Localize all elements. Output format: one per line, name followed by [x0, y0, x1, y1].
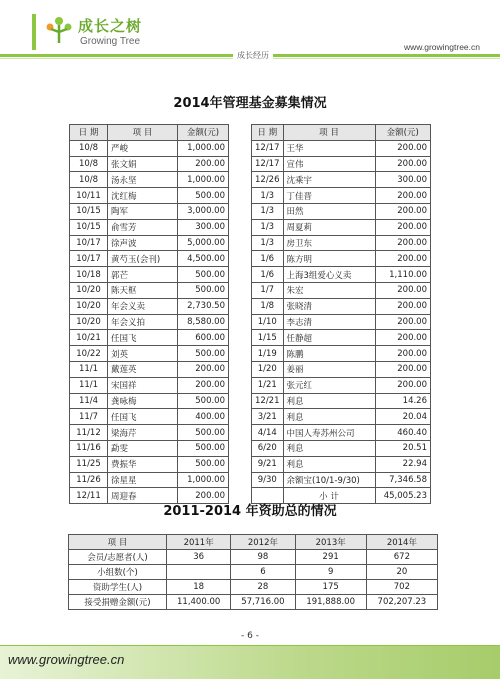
date-cell: 11/12: [70, 425, 108, 441]
amount-cell: 20.51: [375, 440, 431, 456]
amount-cell: 200.00: [375, 251, 431, 267]
table-row: [252, 346, 431, 362]
date-cell: 11/26: [70, 472, 108, 488]
item-cell: 任国飞: [108, 330, 178, 346]
table-row: [252, 425, 431, 441]
table-header-row: [69, 535, 438, 550]
value-2011-cell: [167, 565, 231, 580]
item-cell: 费振华: [108, 456, 178, 472]
column-header-amount: 金额(元): [178, 125, 229, 141]
date-cell: 10/15: [70, 219, 108, 235]
value-2012-cell: 28: [231, 580, 295, 595]
amount-cell: 5,000.00: [178, 235, 229, 251]
amount-cell: 500.00: [178, 282, 229, 298]
item-cell: 利息: [283, 393, 375, 409]
column-header-date: 日 期: [70, 125, 108, 141]
table-row: [69, 595, 438, 610]
item-cell: 陈方明: [283, 251, 375, 267]
amount-cell: 300.00: [178, 219, 229, 235]
item-cell: 龚咏梅: [108, 393, 178, 409]
item-cell: 小组数(个): [69, 565, 167, 580]
table-row: [252, 251, 431, 267]
item-cell: 年会义拍: [108, 314, 178, 330]
value-2012-cell: 6: [231, 565, 295, 580]
amount-cell: 2,730.50: [178, 298, 229, 314]
item-cell: 年会义卖: [108, 298, 178, 314]
item-cell: 田然: [283, 203, 375, 219]
table-row: [252, 377, 431, 393]
item-cell: 丁佳晋: [283, 188, 375, 204]
amount-cell: 200.00: [375, 156, 431, 172]
column-header-item: 项 目: [108, 125, 178, 141]
value-2013-cell: 175: [295, 580, 366, 595]
amount-cell: 200.00: [375, 361, 431, 377]
date-cell: 10/8: [70, 172, 108, 188]
date-cell: 10/8: [70, 140, 108, 156]
value-2011-cell: 36: [167, 550, 231, 565]
table-row: [252, 361, 431, 377]
table-row: [252, 472, 431, 488]
date-cell: 1/3: [252, 188, 284, 204]
amount-cell: 300.00: [375, 172, 431, 188]
table-header-row: [252, 125, 431, 141]
item-cell: 沈红梅: [108, 188, 178, 204]
table-row: [70, 409, 229, 425]
amount-cell: 500.00: [178, 425, 229, 441]
growing-tree-logo-icon: [44, 16, 74, 44]
header-website: www.growingtree.cn: [403, 42, 480, 52]
table-row: [252, 188, 431, 204]
column-header-item: 项 目: [69, 535, 167, 550]
value-2013-cell: 9: [295, 565, 366, 580]
amount-cell: 500.00: [178, 393, 229, 409]
date-cell: 12/11: [70, 488, 108, 504]
page-number: - 6 -: [241, 631, 259, 641]
date-cell: 11/25: [70, 456, 108, 472]
date-cell: 12/17: [252, 156, 284, 172]
item-cell: 黄芍玉(会刊): [108, 251, 178, 267]
amount-cell: 500.00: [178, 456, 229, 472]
table-header-row: [70, 125, 229, 141]
item-cell: 汤永坚: [108, 172, 178, 188]
date-cell: 12/26: [252, 172, 284, 188]
amount-cell: 500.00: [178, 346, 229, 362]
table-row: [70, 267, 229, 283]
date-cell: 12/21: [252, 393, 284, 409]
table-row: [70, 156, 229, 172]
amount-cell: 200.00: [178, 488, 229, 504]
item-cell: 徐星星: [108, 472, 178, 488]
item-cell: 沈乘宇: [283, 172, 375, 188]
table-row: [70, 251, 229, 267]
section-label: 成长经历: [233, 50, 273, 61]
column-header-2011: 2011年: [167, 535, 231, 550]
value-2011-cell: 18: [167, 580, 231, 595]
table-row: [252, 314, 431, 330]
table-row: [70, 314, 229, 330]
column-header-item: 项 目: [283, 125, 375, 141]
item-cell: 余额宝(10/1-9/30): [283, 472, 375, 488]
amount-cell: 200.00: [375, 298, 431, 314]
date-cell: 10/20: [70, 314, 108, 330]
item-cell: 张晓清: [283, 298, 375, 314]
date-cell: 10/20: [70, 282, 108, 298]
item-cell: 勐雯: [108, 440, 178, 456]
column-header-2012: 2012年: [231, 535, 295, 550]
table-row: [252, 172, 431, 188]
table-row: [70, 235, 229, 251]
table-row: [70, 298, 229, 314]
amount-cell: 22.94: [375, 456, 431, 472]
table-row: [69, 550, 438, 565]
amount-cell: 200.00: [375, 346, 431, 362]
table-row: [70, 219, 229, 235]
item-cell: 中国人寿苏州公司: [283, 425, 375, 441]
amount-cell: 200.00: [375, 140, 431, 156]
subtotal-value: 45,005.23: [375, 488, 431, 504]
item-cell: 张元红: [283, 377, 375, 393]
amount-cell: 500.00: [178, 267, 229, 283]
amount-cell: 400.00: [178, 409, 229, 425]
date-cell: 12/17: [252, 140, 284, 156]
table-row: [70, 456, 229, 472]
item-cell: 张文娟: [108, 156, 178, 172]
date-cell: 11/16: [70, 440, 108, 456]
item-cell: 利息: [283, 440, 375, 456]
date-cell: 4/14: [252, 425, 284, 441]
table-row: [252, 393, 431, 409]
table-row: [252, 409, 431, 425]
date-cell: 10/15: [70, 203, 108, 219]
header-accent-bar: [32, 14, 36, 50]
amount-cell: 500.00: [178, 188, 229, 204]
item-cell: 徐声波: [108, 235, 178, 251]
fund-table-right: [251, 124, 431, 504]
date-cell: 10/11: [70, 188, 108, 204]
table-row: [70, 203, 229, 219]
amount-cell: 200.00: [375, 219, 431, 235]
date-cell: 9/30: [252, 472, 284, 488]
item-cell: 周迎春: [108, 488, 178, 504]
amount-cell: 3,000.00: [178, 203, 229, 219]
date-cell: 1/6: [252, 251, 284, 267]
item-cell: 上海3组爱心义卖: [283, 267, 375, 283]
item-cell: 资助学生(人): [69, 580, 167, 595]
subtotal-label: 小 计: [283, 488, 375, 504]
date-cell: 1/15: [252, 330, 284, 346]
date-cell: 1/7: [252, 282, 284, 298]
summary-table: [68, 534, 438, 610]
item-cell: 利息: [283, 456, 375, 472]
table-row: [252, 203, 431, 219]
table-row: [70, 377, 229, 393]
table-row: [252, 456, 431, 472]
amount-cell: 7,346.58: [375, 472, 431, 488]
table-row: [70, 188, 229, 204]
item-cell: 任静超: [283, 330, 375, 346]
column-header-date: 日 期: [252, 125, 284, 141]
amount-cell: 600.00: [178, 330, 229, 346]
table-row: [252, 298, 431, 314]
table-row: [69, 580, 438, 595]
item-cell: 李志清: [283, 314, 375, 330]
value-2012-cell: 98: [231, 550, 295, 565]
fund-table-left: [69, 124, 229, 504]
item-cell: 房卫东: [283, 235, 375, 251]
date-cell: 11/1: [70, 377, 108, 393]
date-cell: 1/21: [252, 377, 284, 393]
date-cell: 1/6: [252, 267, 284, 283]
amount-cell: 200.00: [375, 377, 431, 393]
amount-cell: 200.00: [375, 235, 431, 251]
item-cell: 朱宏: [283, 282, 375, 298]
item-cell: 梁海芹: [108, 425, 178, 441]
table-row: [70, 393, 229, 409]
amount-cell: 200.00: [375, 282, 431, 298]
amount-cell: 200.00: [375, 203, 431, 219]
table-row: [252, 156, 431, 172]
table-row: [70, 440, 229, 456]
amount-cell: 1,000.00: [178, 140, 229, 156]
value-2014-cell: 20: [366, 565, 437, 580]
table-row: [252, 267, 431, 283]
logo-chinese-name: 成长之树: [78, 17, 143, 35]
amount-cell: 200.00: [375, 188, 431, 204]
item-cell: 任国飞: [108, 409, 178, 425]
item-cell: 陈鹏: [283, 346, 375, 362]
page-header: [0, 0, 500, 58]
item-cell: 周夏莉: [283, 219, 375, 235]
item-cell: 利息: [283, 409, 375, 425]
amount-cell: 8,580.00: [178, 314, 229, 330]
summary-title: 2011-2014 年资助总的情况: [163, 504, 337, 519]
fund-title: 2014年管理基金募集情况: [173, 96, 327, 111]
table-row: [70, 361, 229, 377]
value-2012-cell: 57,716.00: [231, 595, 295, 610]
date-cell: 11/7: [70, 409, 108, 425]
date-cell: 10/17: [70, 235, 108, 251]
amount-cell: 4,500.00: [178, 251, 229, 267]
item-cell: 刘英: [108, 346, 178, 362]
date-cell: 10/17: [70, 251, 108, 267]
amount-cell: 1,000.00: [178, 472, 229, 488]
table-row: [70, 425, 229, 441]
column-header-amount: 金额(元): [375, 125, 431, 141]
amount-cell: 200.00: [375, 330, 431, 346]
amount-cell: 200.00: [178, 156, 229, 172]
date-cell: 1/3: [252, 219, 284, 235]
date-cell: 10/21: [70, 330, 108, 346]
date-cell: 1/3: [252, 203, 284, 219]
value-2014-cell: 702: [366, 580, 437, 595]
amount-cell: 1,110.00: [375, 267, 431, 283]
date-cell: 3/21: [252, 409, 284, 425]
item-cell: 严峻: [108, 140, 178, 156]
table-row: [252, 330, 431, 346]
amount-cell: 200.00: [178, 361, 229, 377]
date-cell: 6/20: [252, 440, 284, 456]
date-cell: 10/8: [70, 156, 108, 172]
amount-cell: 14.26: [375, 393, 431, 409]
date-cell: 11/4: [70, 393, 108, 409]
date-cell: 1/8: [252, 298, 284, 314]
column-header-2014: 2014年: [366, 535, 437, 550]
date-cell: 10/22: [70, 346, 108, 362]
table-row: [70, 330, 229, 346]
value-2013-cell: 191,888.00: [295, 595, 366, 610]
table-row: [252, 440, 431, 456]
date-cell: 10/20: [70, 298, 108, 314]
amount-cell: 500.00: [178, 440, 229, 456]
item-cell: 陈天枢: [108, 282, 178, 298]
table-row: [70, 282, 229, 298]
logo-english-name: Growing Tree: [80, 36, 141, 47]
date-cell: 11/1: [70, 361, 108, 377]
table-row: [252, 140, 431, 156]
amount-cell: 200.00: [375, 314, 431, 330]
item-cell: 郭芒: [108, 267, 178, 283]
amount-cell: 20.04: [375, 409, 431, 425]
table-row: [252, 219, 431, 235]
amount-cell: 460.40: [375, 425, 431, 441]
item-cell: 宣伟: [283, 156, 375, 172]
date-cell: 10/18: [70, 267, 108, 283]
item-cell: 会员/志愿者(人): [69, 550, 167, 565]
item-cell: 王华: [283, 140, 375, 156]
table-row: [252, 282, 431, 298]
date-cell: 1/20: [252, 361, 284, 377]
item-cell: 姜丽: [283, 361, 375, 377]
value-2011-cell: 11,400.00: [167, 595, 231, 610]
footer-website: www.growingtree.cn: [8, 652, 125, 667]
date-cell: 1/10: [252, 314, 284, 330]
item-cell: 俞雪芳: [108, 219, 178, 235]
value-2014-cell: 672: [366, 550, 437, 565]
column-header-2013: 2013年: [295, 535, 366, 550]
value-2013-cell: 291: [295, 550, 366, 565]
date-cell: 1/19: [252, 346, 284, 362]
table-row: [70, 172, 229, 188]
date-cell: 9/21: [252, 456, 284, 472]
amount-cell: 200.00: [178, 377, 229, 393]
item-cell: 宋国祥: [108, 377, 178, 393]
item-cell: 戴莲英: [108, 361, 178, 377]
item-cell: 陶军: [108, 203, 178, 219]
date-cell: 1/3: [252, 235, 284, 251]
amount-cell: 1,000.00: [178, 172, 229, 188]
table-row: [69, 565, 438, 580]
table-row: [70, 346, 229, 362]
table-row: [70, 472, 229, 488]
item-cell: 接受捐赠金额(元): [69, 595, 167, 610]
table-row: [70, 140, 229, 156]
value-2014-cell: 702,207.23: [366, 595, 437, 610]
table-row: [252, 235, 431, 251]
